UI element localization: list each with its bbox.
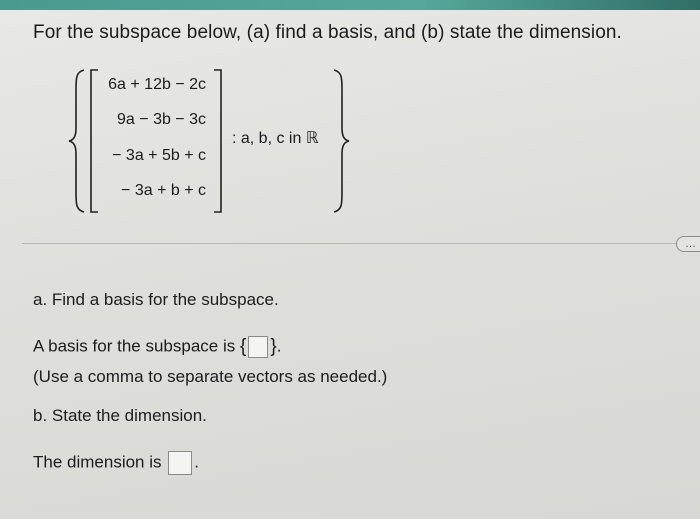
vector-entry-4: − 3a + b + c <box>121 182 206 199</box>
vector-entry-3: − 3a + 5b + c <box>112 147 206 164</box>
vector-matrix <box>88 68 228 214</box>
section-divider <box>22 243 700 244</box>
set-condition: : a, b, c in ℝ <box>232 130 319 147</box>
matrix-right-bracket <box>212 68 224 214</box>
vector-entry-2: 9a − 3b − 3c <box>117 111 206 128</box>
more-button[interactable]: … <box>676 236 700 252</box>
set-left-brace <box>66 68 88 214</box>
basis-hint: (Use a comma to separate vectors as needed.) <box>33 367 388 386</box>
basis-prompt: A basis for the subspace is <box>33 336 236 356</box>
part-b-heading: b. State the dimension. <box>33 406 207 425</box>
vector-entry-1: 6a + 12b − 2c <box>108 76 206 93</box>
basis-close-brace: } <box>270 336 277 357</box>
dimension-prompt: The dimension is <box>33 452 162 472</box>
dimension-period: . <box>194 452 199 472</box>
question-panel <box>0 10 700 519</box>
set-right-brace <box>330 68 352 214</box>
matrix-left-bracket <box>88 68 100 214</box>
dimension-answer-line <box>33 451 199 475</box>
question-text: For the subspace below, (a) find a basis, and (b) state the dimension. <box>33 22 622 43</box>
basis-answer-input[interactable] <box>248 336 268 358</box>
part-a-heading: a. Find a basis for the subspace. <box>33 290 279 309</box>
basis-period: . <box>276 336 282 356</box>
basis-open-brace: { <box>239 336 247 357</box>
basis-answer-line <box>33 336 281 358</box>
dimension-answer-input[interactable] <box>168 451 192 475</box>
